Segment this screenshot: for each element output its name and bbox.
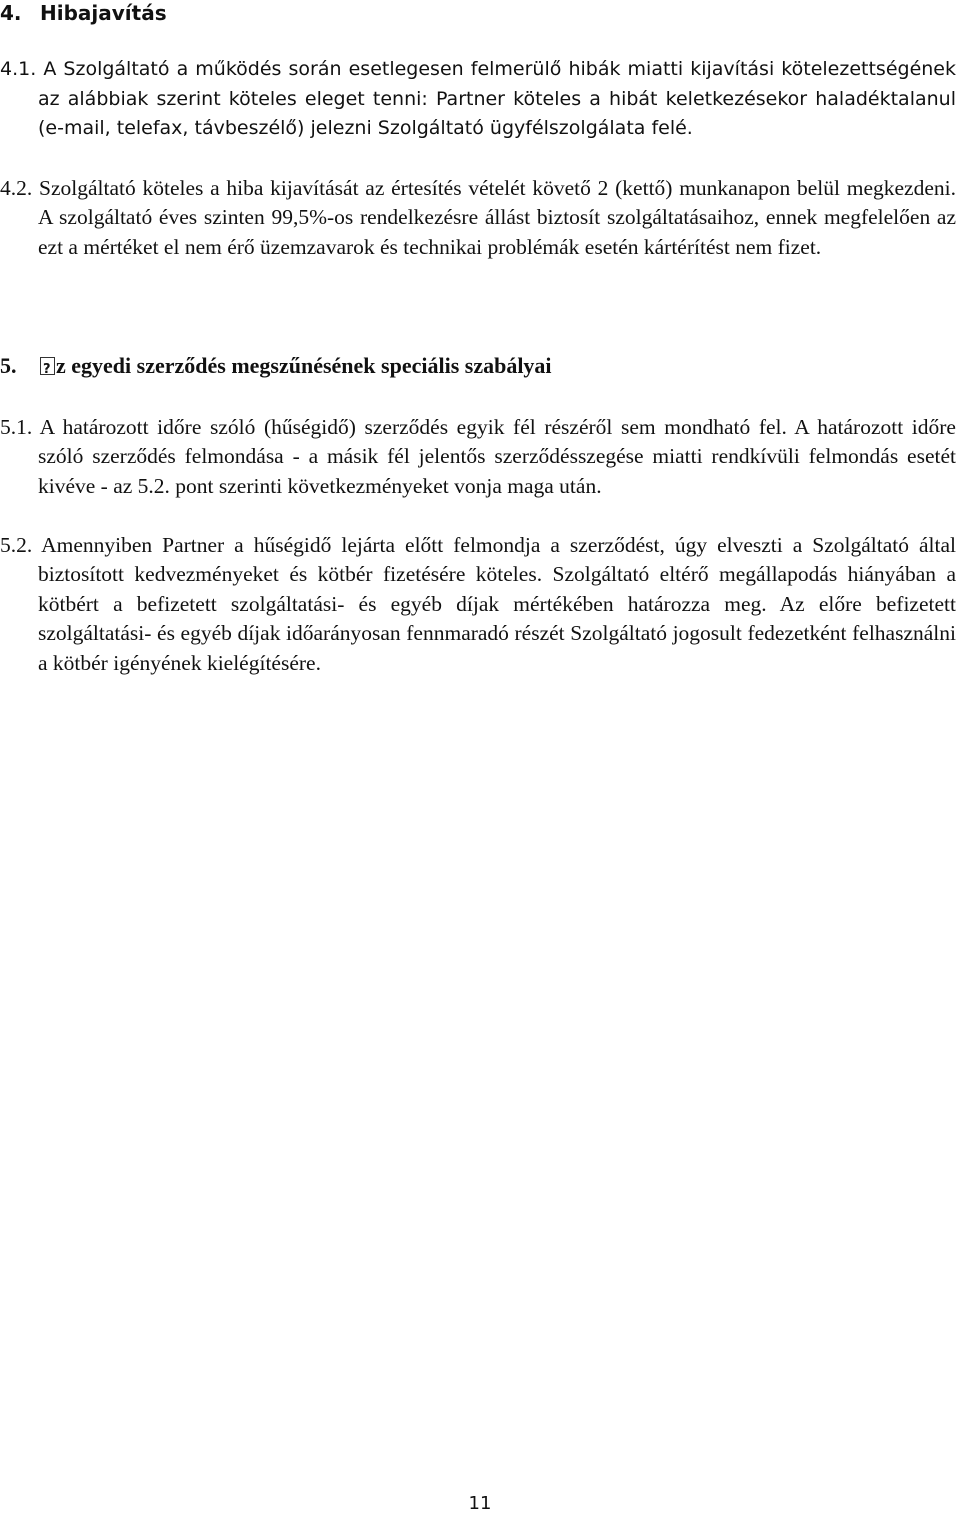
section-5-number: 5. bbox=[0, 353, 17, 378]
paragraph-4-2 bbox=[0, 174, 956, 262]
paragraph-5-1-text: A határozott időre szóló (hűségidő) szerződés egyik fél részéről sem mondható fel. A határozott időre szóló szerződés felmondása - a másik fél jelentős szerződésszegése miatti rendkívüli felmondás esetét kivéve - az 5.2. pont szerinti következményeket vonja maga után. bbox=[38, 415, 956, 498]
section-4-heading bbox=[0, 0, 167, 26]
page-number: 11 bbox=[468, 1493, 492, 1514]
paragraph-5-2-number: 5.2. bbox=[0, 533, 33, 557]
paragraph-4-2-number: 4.2. bbox=[0, 176, 33, 200]
paragraph-5-1-number: 5.1. bbox=[0, 415, 33, 439]
paragraph-5-1 bbox=[0, 413, 956, 501]
section-4-number: 4. bbox=[0, 1, 22, 25]
paragraph-4-1 bbox=[0, 55, 956, 144]
section-4-title: Hibajavítás bbox=[40, 1, 167, 25]
paragraph-5-2-text: Amennyiben Partner a hűségidő lejárta előtt felmondja a szerződést, úgy elveszti a Szolgáltató által biztosított kedvezményeket és kötbér fizetésére köteles. Szolgáltató eltérő megállapodás hiányában a kötbért a befizetett szolgáltatási- és egyéb díjak mértékében határozza meg. Az előre befizetett szolgáltatási- és egyéb díjak időarányosan fennmaradó részét Szolgáltató jogosult fedezetként felhasználni a kötbér igényének kielégítésére. bbox=[38, 533, 956, 675]
section-5-heading bbox=[0, 352, 552, 380]
paragraph-4-2-text: Szolgáltató köteles a hiba kijavítását az értesítés vételét követő 2 (kettő) munkanapon belül megkezdeni. A szolgáltató éves szinten 99,5%-os rendelkezésre állást biztosít szolgáltatásaihoz, ennek megfelelően az ezt a mértéket el nem érő üzemzavarok és technikai problémák esetén kártérítést nem fizet. bbox=[38, 176, 956, 259]
paragraph-5-2 bbox=[0, 531, 956, 678]
missing-glyph-icon bbox=[40, 357, 55, 375]
paragraph-4-1-text: A Szolgáltató a működés során esetlegesen felmerülő hibák miatti kijavítási kötelezettségének az alábbiak szerint köteles eleget tenni: Partner köteles a hibát keletkezésekor haladéktalanul (e-mail, telefax, távbeszélő) jelezni Szolgáltató ügyfélszolgálata felé. bbox=[38, 58, 956, 139]
paragraph-4-1-number: 4.1. bbox=[0, 58, 37, 80]
section-5-title: z egyedi szerződés megszűnésének speciális szabályai bbox=[56, 353, 552, 378]
